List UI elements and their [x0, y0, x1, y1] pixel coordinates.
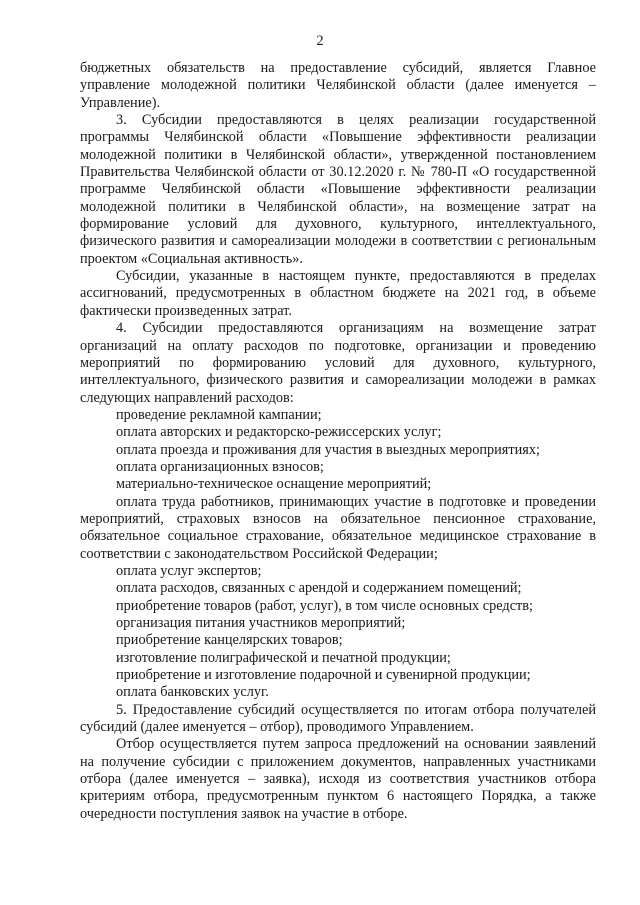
- list-item: приобретение товаров (работ, услуг), в том числе основных средств;: [116, 597, 534, 614]
- list-item: приобретение и изготовление подарочной и сувенирной продукции;: [116, 667, 531, 684]
- list-item: оплата банковских услуг.: [116, 684, 269, 701]
- list-item: проведение рекламной кампании;: [116, 406, 322, 423]
- paragraph-continuation: бюджетных обязательств на предоставление субсидий, является Главное управление молодежной политики Челябинской области (далее именуется – Управление).: [80, 60, 596, 111]
- paragraph-item-4: 4. Субсидии предоставляются организациям на возмещение затрат организаций на оплату расходов по подготовке, организации и проведению мероприятий по формированию условий для духовного, культурного, интеллектуального, физического развития и самореализации молодежи в рамках следующих направлений расходов:: [80, 320, 596, 406]
- list-item: организация питания участников мероприятий;: [116, 615, 406, 631]
- list-item: оплата расходов, связанных с арендой и содержанием помещений;: [116, 580, 522, 597]
- paragraph-subsidy-limits: Субсидии, указанные в настоящем пункте, предоставляются в пределах ассигнований, предусмотренных в областном бюджете на 2021 год, в объеме фактически произведенных затрат.: [80, 268, 596, 319]
- document-body: [80, 60, 596, 823]
- page-number: 2: [316, 33, 324, 49]
- list-item: оплата организационных взносов;: [116, 458, 324, 475]
- list-item: оплата услуг экспертов;: [116, 562, 262, 579]
- list-item: оплата авторских и редакторско-режиссерских услуг;: [116, 424, 442, 441]
- list-item: оплата проезда и проживания для участия в выездных мероприятиях;: [116, 441, 540, 458]
- list-item: приобретение канцелярских товаров;: [116, 632, 343, 649]
- list-item: изготовление полиграфической и печатной продукции;: [116, 649, 451, 666]
- list-item: материально-техническое оснащение мероприятий;: [116, 476, 432, 493]
- expense-list: [80, 407, 596, 702]
- paragraph-item-3: 3. Субсидии предоставляются в целях реализации государственной программы Челябинской области «Повышение эффективности реализации молодежной политики в Челябинской области», утвержденной постановлением Правительства Челябинской области от 30.12.2020 г. № 780-П «О государственной программе Челябинской области «Повышение эффективности реализации молодежной политики в Челябинской области», на возмещение затрат на формирование условий для духовного, культурного, интеллектуального, физического развития и самореализации молодежи в соответствии с региональным проектом «Социальная активность».: [80, 112, 596, 267]
- paragraph-item-5: 5. Предоставление субсидий осуществляется по итогам отбора получателей субсидий (далее именуется – отбор), проводимого Управлением.: [80, 701, 596, 736]
- list-item: оплата труда работников, принимающих участие в подготовке и проведении мероприятий, страховых взносов на обязательное пенсионное страхование, обязательное социальное страхование, обязательное медицинское страхование в соответствии с законодательством Российской Федерации;: [80, 493, 596, 562]
- paragraph-selection-process: Отбор осуществляется путем запроса предложений на основании заявлений на получение субсидии с приложением документов, направленных участниками отбора (далее именуется – заявка), исходя из соответствия участников отбора критериям отбора, предусмотренным пунктом 6 настоящего Порядка, а также очередности поступления заявок на участие в отборе.: [80, 736, 596, 822]
